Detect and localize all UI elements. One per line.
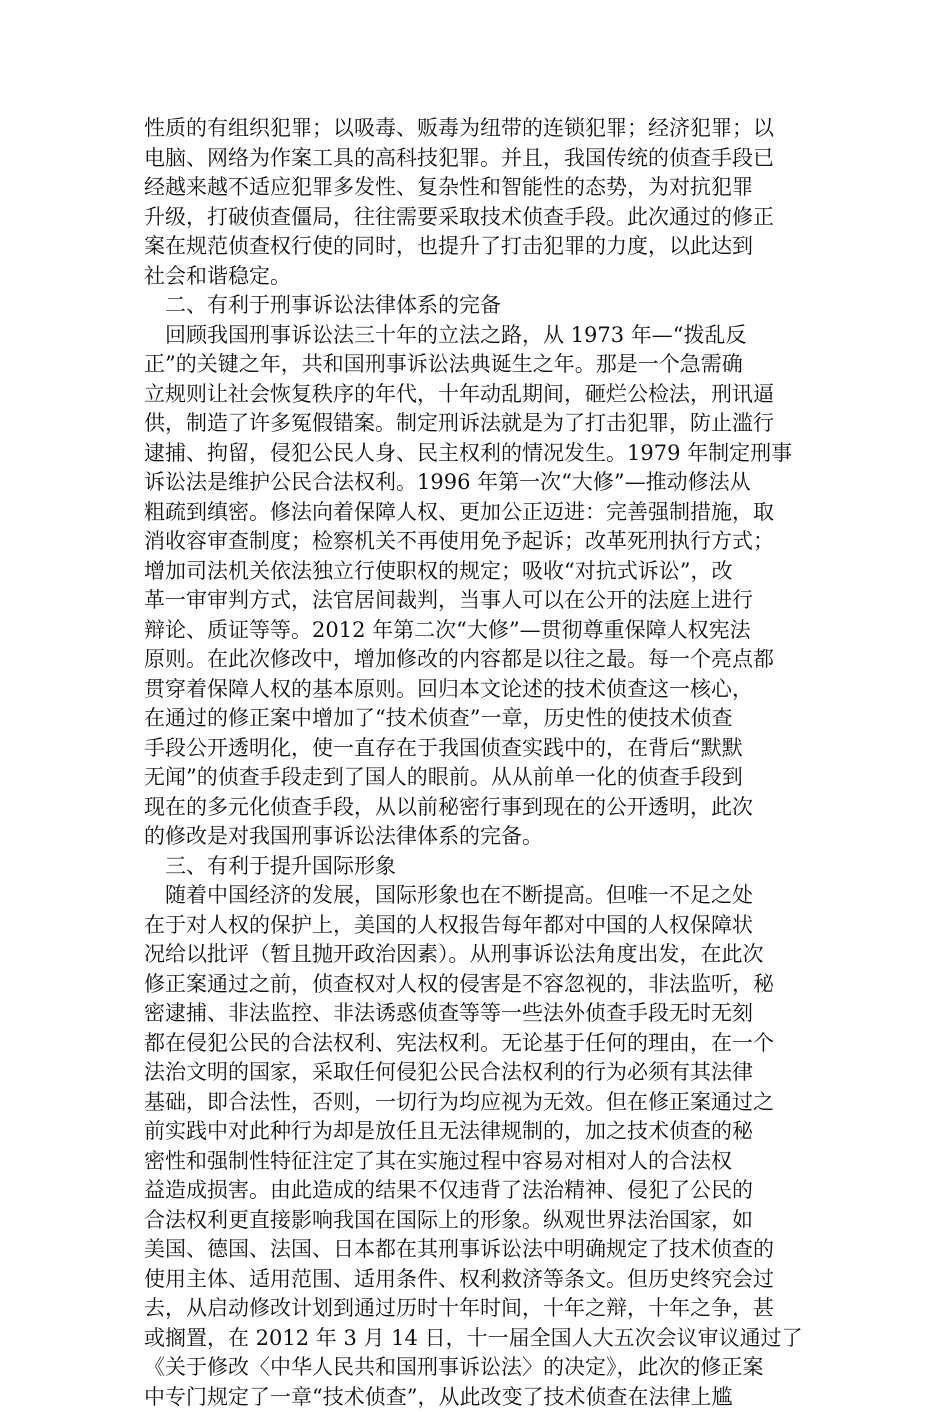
text-line: 《关于修改〈中华人民共和国刑事诉讼法〉的决定》，此次的修正案 (144, 1353, 804, 1383)
text-line: 都在侵犯公民的合法权利、宪法权利。无论基于任何的理由，在一个 (144, 1029, 804, 1059)
text-line: 粗疏到缜密。修法向着保障人权、更加公正迈进：完善强制措施，取 (144, 498, 804, 528)
text-line: 或搁置，在 2012 年 3 月 14 日，十一届全国人大五次会议审议通过了 (144, 1324, 804, 1354)
text-line: 社会和谐稳定。 (144, 262, 804, 292)
text-line: 中专门规定了一章“技术侦查”，从此改变了技术侦查在法律上尴 (144, 1383, 804, 1412)
text-line: 升级，打破侦查僵局，往往需要采取技术侦查手段。此次通过的修正 (144, 203, 804, 233)
text-line: 原则。在此次修改中，增加修改的内容都是以往之最。每一个亮点都 (144, 645, 804, 675)
text-line: 增加司法机关依法独立行使职权的规定；吸收“对抗式诉讼”，改 (144, 557, 804, 587)
text-line: 去，从启动修改计划到通过历时十年时间，十年之辩，十年之争，甚 (144, 1294, 804, 1324)
text-line: 贯穿着保障人权的基本原则。回归本文论述的技术侦查这一核心， (144, 675, 804, 705)
section-heading: 二、有利于刑事诉讼法律体系的完备 (144, 291, 804, 321)
text-line: 法治文明的国家，采取任何侵犯公民合法权利的行为必须有其法律 (144, 1058, 804, 1088)
text-line: 使用主体、适用范围、适用条件、权利救济等条文。但历史终究会过 (144, 1265, 804, 1295)
text-line: 基础，即合法性，否则，一切行为均应视为无效。但在修正案通过之 (144, 1088, 804, 1118)
text-line: 密逮捕、非法监控、非法诱惑侦查等等一些法外侦查手段无时无刻 (144, 999, 804, 1029)
text-line: 美国、德国、法国、日本都在其刑事诉讼法中明确规定了技术侦查的 (144, 1235, 804, 1265)
text-line: 修正案通过之前，侦查权对人权的侵害是不容忽视的，非法监听，秘 (144, 970, 804, 1000)
text-line: 在于对人权的保护上，美国的人权报告每年都对中国的人权保障状 (144, 911, 804, 941)
text-line: 性质的有组织犯罪；以吸毒、贩毒为纽带的连锁犯罪；经济犯罪；以 (144, 114, 804, 144)
text-line: 案在规范侦查权行使的同时，也提升了打击犯罪的力度，以此达到 (144, 232, 804, 262)
text-line: 革一审审判方式，法官居间裁判，当事人可以在公开的法庭上进行 (144, 586, 804, 616)
text-line: 电脑、网络为作案工具的高科技犯罪。并且，我国传统的侦查手段已 (144, 144, 804, 174)
text-line: 现在的多元化侦查手段，从以前秘密行事到现在的公开透明，此次 (144, 793, 804, 823)
text-line: 随着中国经济的发展，国际形象也在不断提高。但唯一不足之处 (144, 881, 804, 911)
text-line: 消收容审查制度；检察机关不再使用免予起诉；改革死刑执行方式； (144, 527, 804, 557)
text-line: 立规则让社会恢复秩序的年代，十年动乱期间，砸烂公检法，刑讯逼 (144, 380, 804, 410)
text-line: 手段公开透明化，使一直存在于我国侦查实践中的，在背后“默默 (144, 734, 804, 764)
text-line: 无闻”的侦查手段走到了国人的眼前。从从前单一化的侦查手段到 (144, 763, 804, 793)
text-line: 合法权利更直接影响我国在国际上的形象。纵观世界法治国家，如 (144, 1206, 804, 1236)
text-line: 在通过的修正案中增加了“技术侦查”一章，历史性的使技术侦查 (144, 704, 804, 734)
text-line: 密性和强制性特征注定了其在实施过程中容易对相对人的合法权 (144, 1147, 804, 1177)
text-line: 前实践中对此种行为却是放任且无法律规制的，加之技术侦查的秘 (144, 1117, 804, 1147)
text-line: 的修改是对我国刑事诉讼法律体系的完备。 (144, 822, 804, 852)
text-line: 诉讼法是维护公民合法权利。1996 年第一次“大修”—推动修法从 (144, 468, 804, 498)
text-line: 辩论、质证等等。2012 年第二次“大修”—贯彻尊重保障人权宪法 (144, 616, 804, 646)
text-line: 况给以批评（暂且抛开政治因素）。从刑事诉讼法角度出发，在此次 (144, 940, 804, 970)
text-line: 回顾我国刑事诉讼法三十年的立法之路，从 1973 年—“拨乱反 (144, 321, 804, 351)
document-page (144, 114, 804, 1412)
text-line: 经越来越不适应犯罪多发性、复杂性和智能性的态势，为对抗犯罪 (144, 173, 804, 203)
text-line: 供，制造了许多冤假错案。制定刑诉法就是为了打击犯罪，防止滥行 (144, 409, 804, 439)
section-heading: 三、有利于提升国际形象 (144, 852, 804, 882)
text-line: 正”的关键之年，共和国刑事诉讼法典诞生之年。那是一个急需确 (144, 350, 804, 380)
text-line: 逮捕、拘留，侵犯公民人身、民主权利的情况发生。1979 年制定刑事 (144, 439, 804, 469)
text-line: 益造成损害。由此造成的结果不仅违背了法治精神、侵犯了公民的 (144, 1176, 804, 1206)
